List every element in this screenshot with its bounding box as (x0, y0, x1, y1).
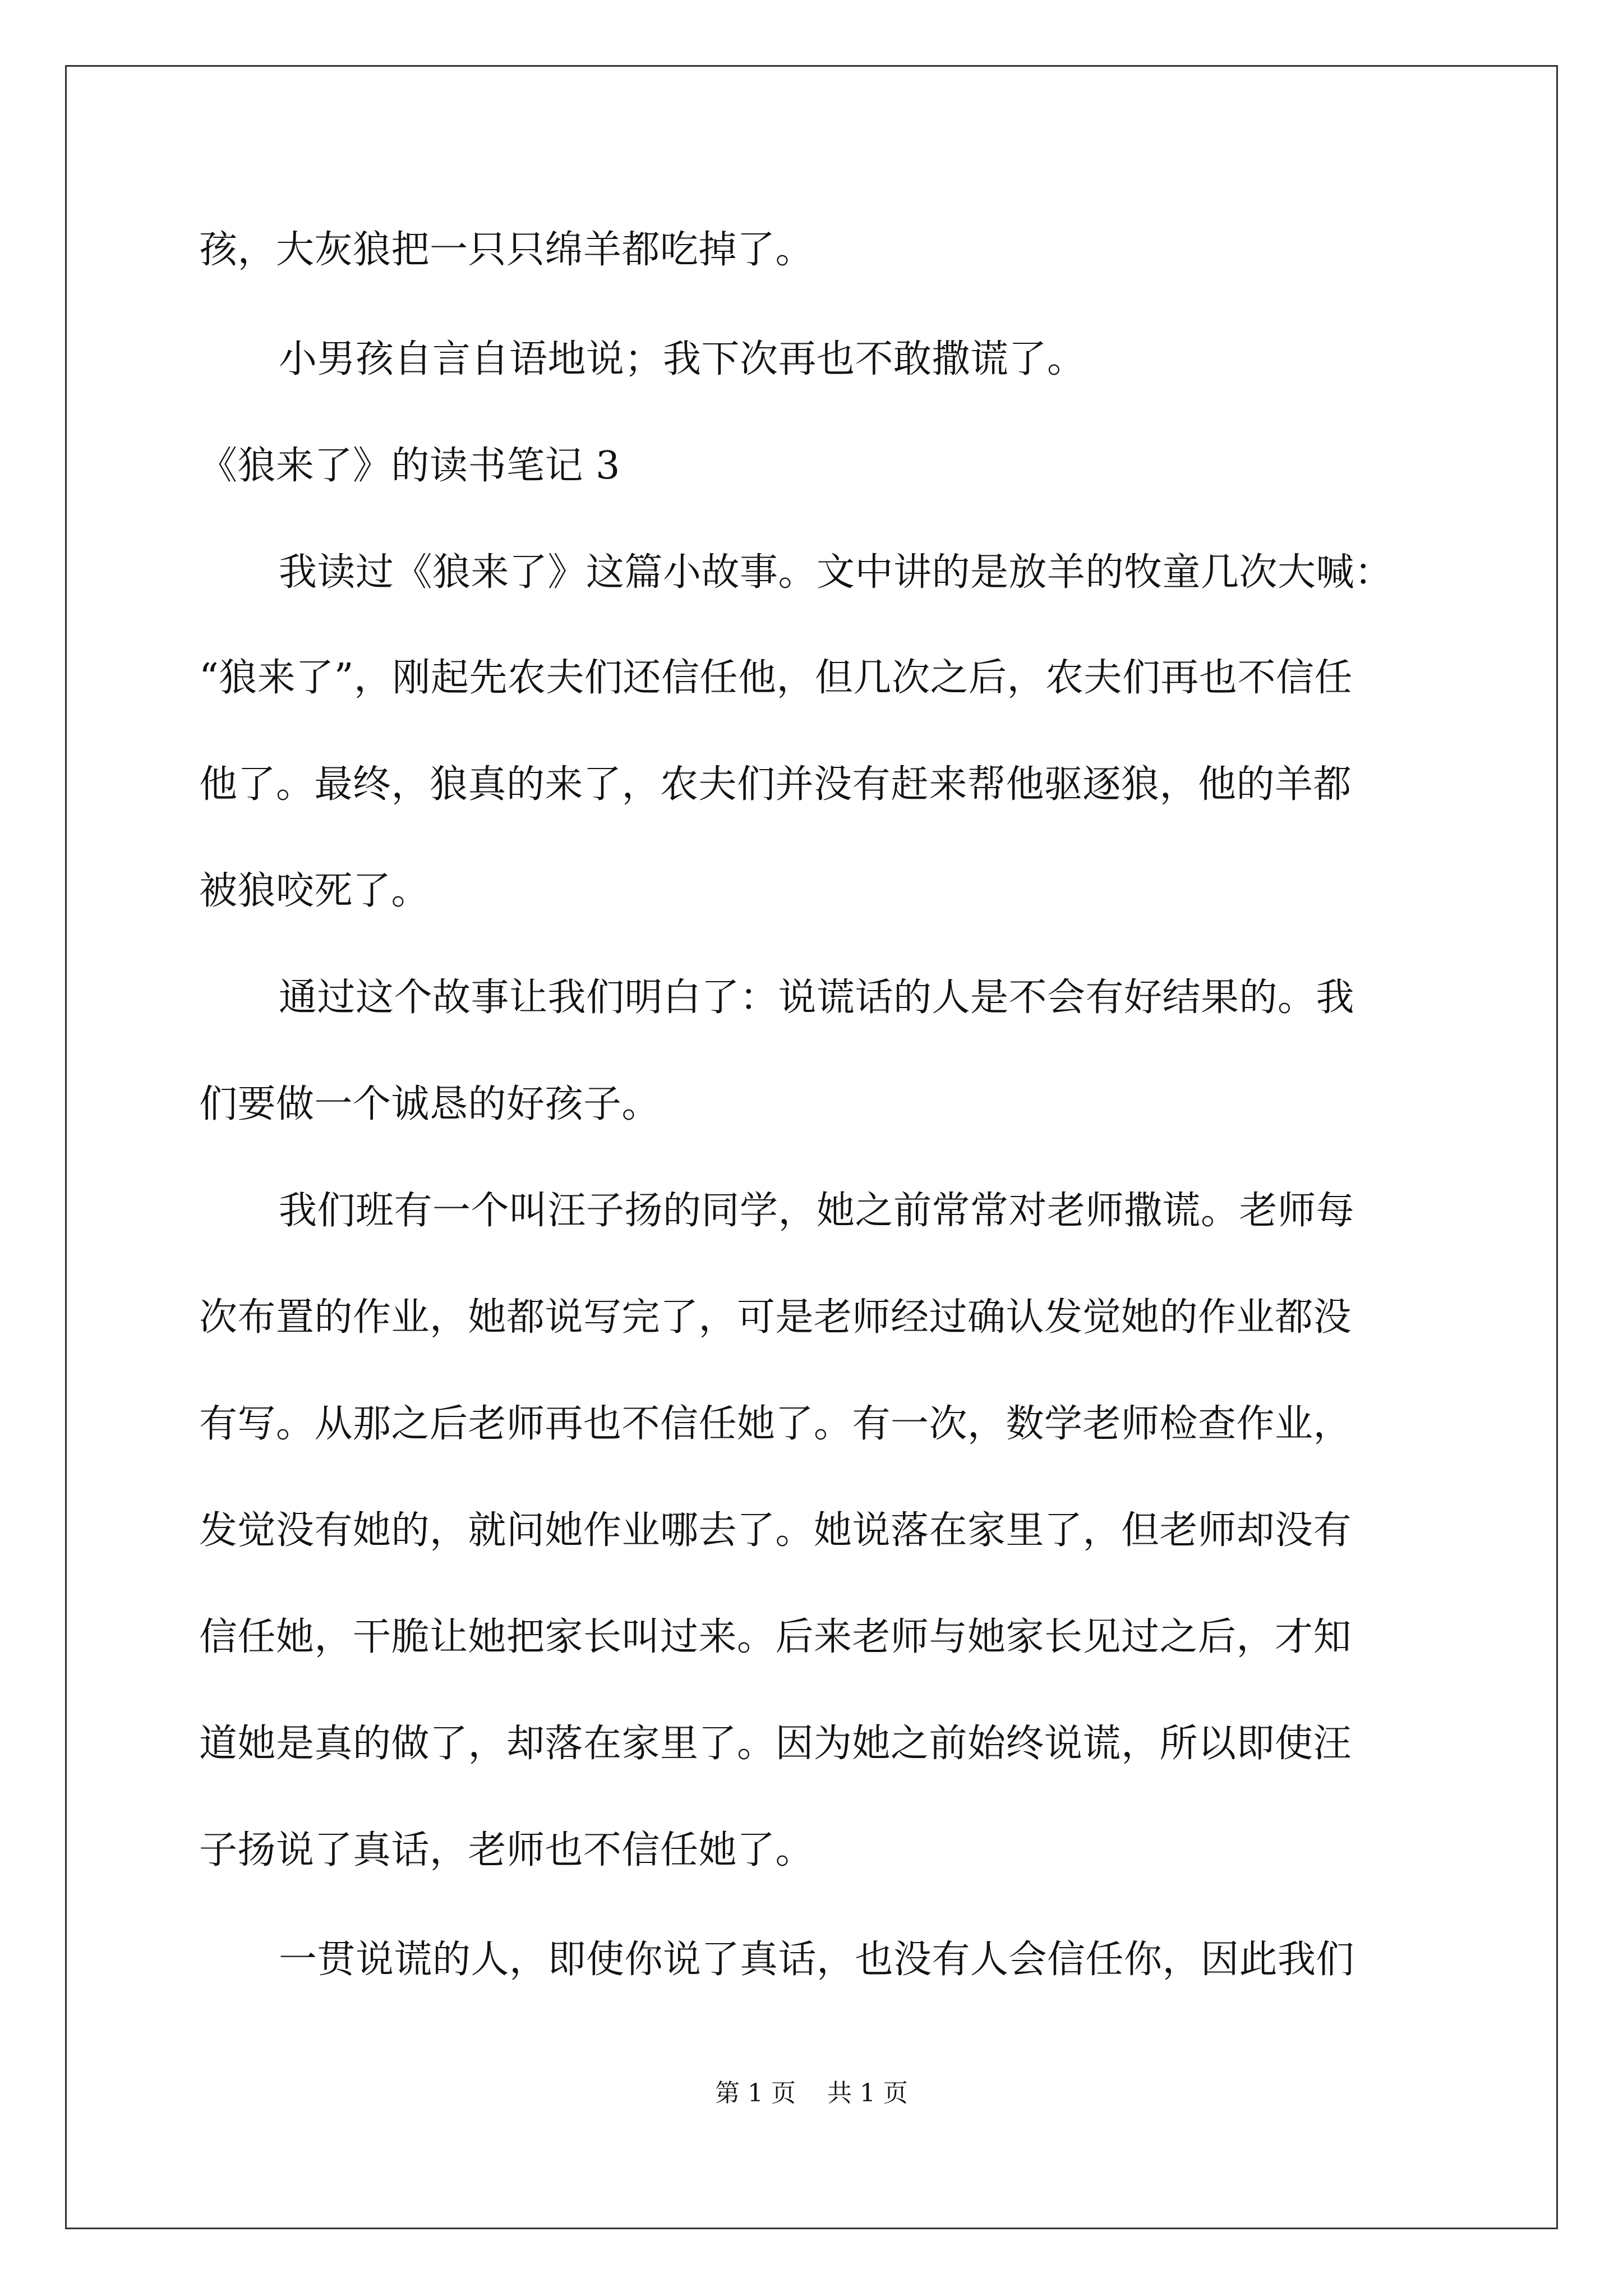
body-line: 信任她，干脆让她把家长叫过来。后来老师与她家长见过之后，才知 (199, 1615, 1352, 1659)
body-line: 有写。从那之后老师再也不信任她了。有一次，数学老师检查作业， (199, 1402, 1352, 1446)
body-line: 孩，大灰狼把一只只绵羊都吃掉了。 (199, 228, 814, 272)
body-line: 他了。最终，狼真的来了，农夫们并没有赶来帮他驱逐狼，他的羊都 (199, 762, 1352, 807)
page-footer: 第 1 页 共 1 页 (715, 2079, 908, 2108)
body-line: “狼来了”，刚起先农夫们还信任他，但几次之后，农夫们再也不信任 (199, 656, 1353, 700)
page-border (65, 65, 1558, 2229)
section-heading: 《狼来了》的读书笔记 3 (199, 444, 620, 488)
body-line: 次布置的作业，她都说写完了，可是老师经过确认发觉她的作业都没 (199, 1295, 1352, 1340)
body-line: 通过这个故事让我们明白了：说谎话的人是不会有好结果的。我 (279, 976, 1355, 1020)
body-line: 被狼咬死了。 (199, 869, 430, 913)
body-line: 我们班有一个叫汪子扬的同学，她之前常常对老师撒谎。老师每 (279, 1189, 1355, 1233)
body-line: 小男孩自言自语地说；我下次再也不敢撒谎了。 (279, 337, 1086, 381)
body-line: 道她是真的做了，却落在家里了。因为她之前始终说谎，所以即使汪 (199, 1722, 1352, 1766)
body-line: 一贯说谎的人，即使你说了真话，也没有人会信任你，因此我们 (279, 1938, 1355, 1982)
body-line: 我读过《狼来了》这篇小故事。文中讲的是放羊的牧童几次大喊： (279, 550, 1393, 595)
body-line: 发觉没有她的，就问她作业哪去了。她说落在家里了，但老师却没有 (199, 1508, 1352, 1553)
body-line: 们要做一个诚恳的好孩子。 (199, 1082, 661, 1126)
body-line: 子扬说了真话，老师也不信任她了。 (199, 1828, 814, 1872)
